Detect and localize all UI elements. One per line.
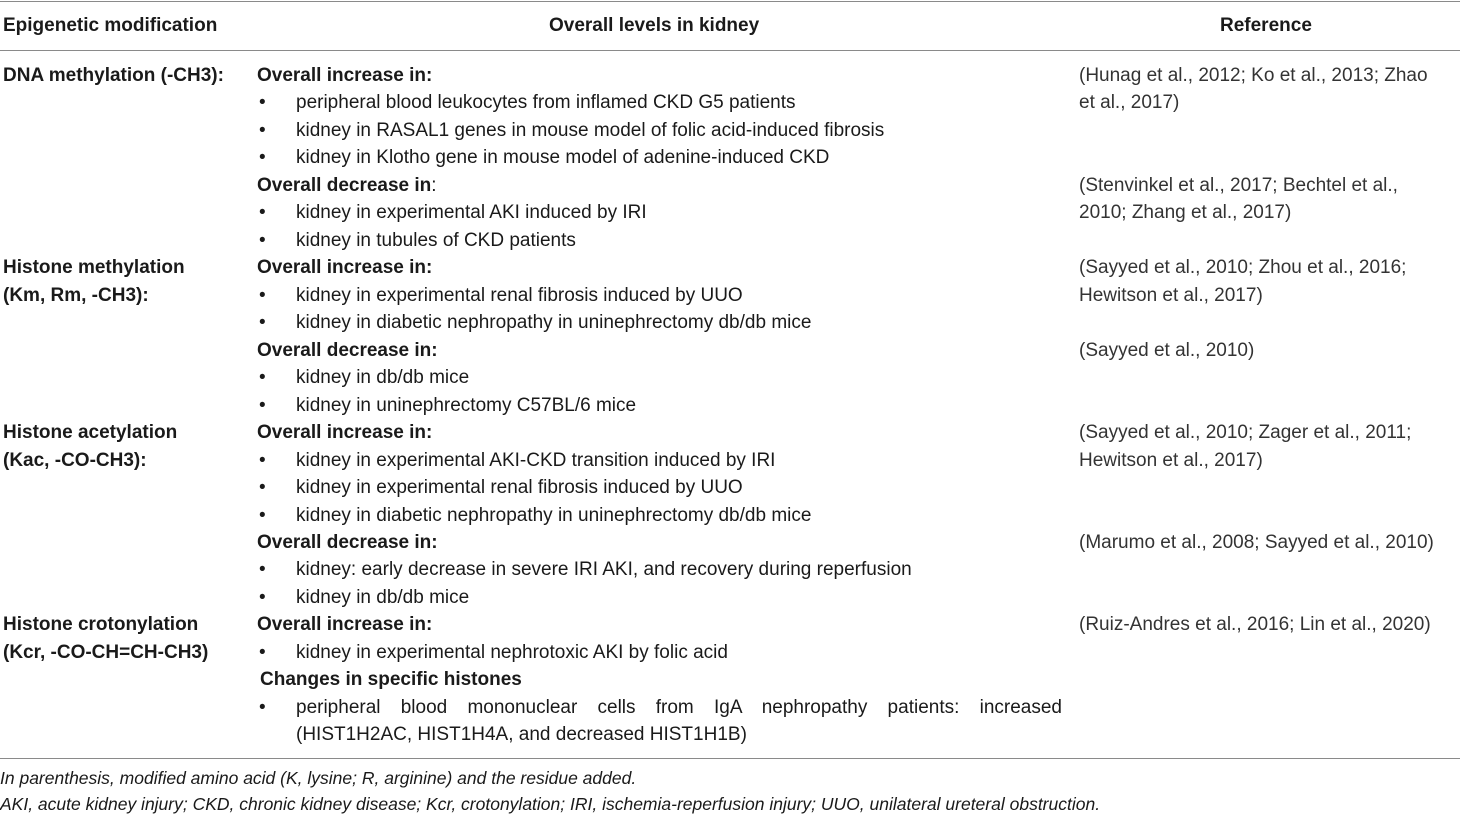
bullet-icon: • (259, 587, 266, 608)
bullet-icon: • (259, 120, 266, 141)
list-item: peripheral blood mononuclear cells from IgA nephropathy patients: increased (296, 697, 1062, 718)
list-item: kidney in db/db mice (296, 587, 470, 608)
reference-text: (Ruiz-Andres et al., 2016; Lin et al., 2020) (1079, 614, 1431, 635)
reference-text: (Hunag et al., 2012; Ko et al., 2013; Zhao (1079, 65, 1428, 86)
reference-text: (Marumo et al., 2008; Sayyed et al., 2010) (1079, 532, 1434, 553)
top-rule (0, 1, 1460, 2)
group-heading: Changes in specific histones (260, 669, 522, 690)
list-item: kidney in RASAL1 genes in mouse model of folic acid-induced fibrosis (296, 120, 885, 141)
list-item: kidney in experimental AKI-CKD transition induced by IRI (296, 450, 776, 471)
list-item: kidney in Klotho gene in mouse model of adenine-induced CKD (296, 147, 830, 168)
bullet-icon: • (259, 642, 266, 663)
modification-label: Histone acetylation (3, 422, 178, 443)
bullet-icon: • (259, 477, 266, 498)
modification-label: DNA methylation (-CH3): (3, 65, 224, 86)
bullet-icon: • (259, 559, 266, 580)
modification-label: (Kac, -CO-CH3): (3, 450, 147, 471)
modification-label: Histone crotonylation (3, 614, 199, 635)
modification-label: (Kcr, -CO-CH=CH-CH3) (3, 642, 209, 663)
group-heading: Overall increase in: (257, 614, 433, 635)
bullet-icon: • (259, 285, 266, 306)
bullet-icon: • (259, 92, 266, 113)
reference-text: 2010; Zhang et al., 2017) (1079, 202, 1292, 223)
reference-text: et al., 2017) (1079, 92, 1180, 113)
bullet-icon: • (259, 395, 266, 416)
list-item: kidney in diabetic nephropathy in uninephrectomy db/db mice (296, 312, 812, 333)
list-item: kidney in db/db mice (296, 367, 470, 388)
header-rule (0, 50, 1460, 51)
bullet-icon: • (259, 202, 266, 223)
group-heading: Overall increase in: (257, 65, 433, 86)
list-item: kidney in experimental renal fibrosis induced by UUO (296, 285, 743, 306)
bullet-icon: • (259, 147, 266, 168)
list-item: kidney: early decrease in severe IRI AKI, and recovery during reperfusion (296, 559, 912, 580)
header-modification: Epigenetic modification (3, 15, 218, 36)
modification-label: Histone methylation (3, 257, 185, 278)
list-item: kidney in tubules of CKD patients (296, 230, 576, 251)
list-item: kidney in uninephrectomy C57BL/6 mice (296, 395, 637, 416)
footnote: In parenthesis, modified amino acid (K, lysine; R, arginine) and the residue added. (0, 768, 637, 788)
reference-text: Hewitson et al., 2017) (1079, 285, 1263, 306)
list-item: kidney in experimental renal fibrosis induced by UUO (296, 477, 743, 498)
list-item: kidney in experimental AKI induced by IRI (296, 202, 647, 223)
list-item: kidney in diabetic nephropathy in uninephrectomy db/db mice (296, 505, 812, 526)
reference-text: (Stenvinkel et al., 2017; Bechtel et al., (1079, 175, 1398, 196)
reference-text: (Sayyed et al., 2010; Zhou et al., 2016; (1079, 257, 1407, 278)
list-item: kidney in experimental nephrotoxic AKI by folic acid (296, 642, 728, 663)
bottom-rule (0, 758, 1460, 759)
footnote: AKI, acute kidney injury; CKD, chronic kidney disease; Kcr, crotonylation; IRI, ischemia-reperfusion injury; UUO, unilateral ureteral obstruction. (0, 794, 1101, 814)
bullet-icon: • (259, 230, 266, 251)
group-heading: Overall decrease in: (257, 340, 438, 361)
header-reference: Reference (1220, 15, 1312, 36)
list-item: peripheral blood leukocytes from inflamed CKD G5 patients (296, 92, 796, 113)
bullet-icon: • (259, 697, 266, 718)
group-heading: Overall increase in: (257, 257, 433, 278)
modification-label: (Km, Rm, -CH3): (3, 285, 149, 306)
bullet-icon: • (259, 450, 266, 471)
bullet-icon: • (259, 505, 266, 526)
header-levels: Overall levels in kidney (549, 15, 760, 36)
reference-text: (Sayyed et al., 2010) (1079, 340, 1255, 361)
reference-text: (Sayyed et al., 2010; Zager et al., 2011; (1079, 422, 1412, 443)
bullet-icon: • (259, 312, 266, 333)
bullet-icon: • (259, 367, 266, 388)
group-heading: Overall decrease in: (257, 175, 437, 196)
group-heading: Overall increase in: (257, 422, 433, 443)
reference-text: Hewitson et al., 2017) (1079, 450, 1263, 471)
group-heading: Overall decrease in: (257, 532, 438, 553)
list-item: (HIST1H2AC, HIST1H4A, and decreased HIST1H1B) (296, 724, 747, 745)
